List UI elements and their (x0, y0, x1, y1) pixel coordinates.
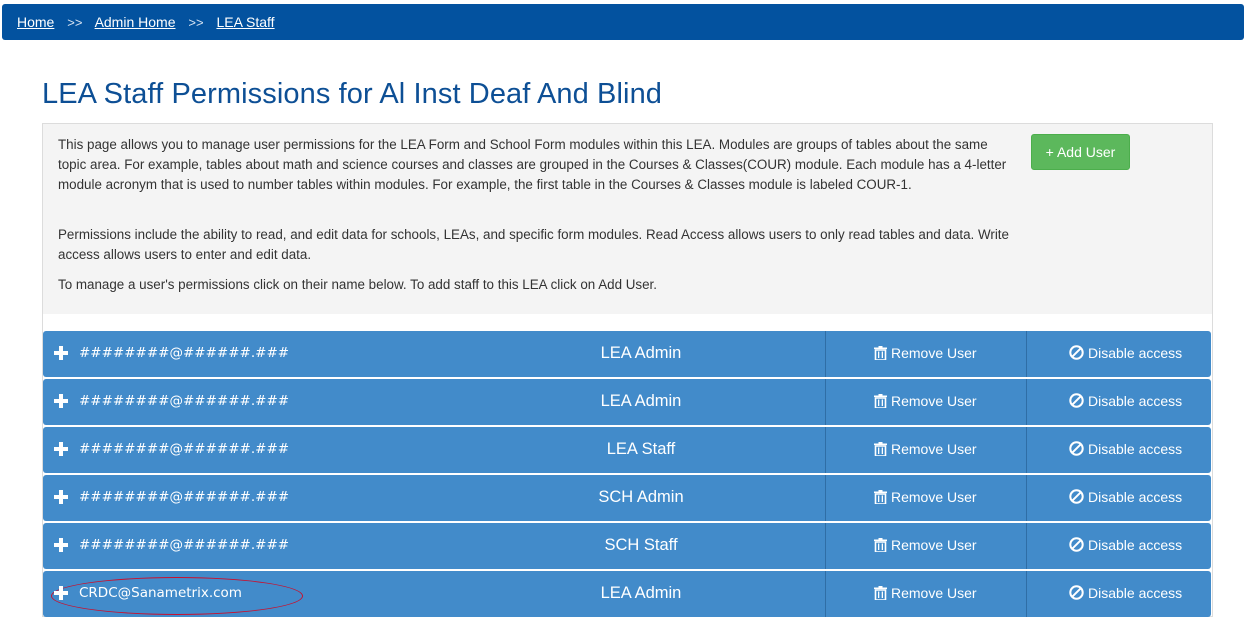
user-email[interactable]: ########@######.### (79, 393, 290, 409)
user-role: SCH Admin (598, 488, 684, 506)
remove-user-cell (825, 475, 1025, 521)
trash-icon (874, 538, 887, 552)
remove-user-label: Remove User (891, 489, 977, 505)
remove-user-cell (825, 571, 1025, 617)
disable-access-cell (1026, 379, 1212, 425)
breadcrumb-admin-home-link[interactable]: Admin Home (94, 14, 176, 30)
user-email[interactable]: ########@######.### (79, 489, 290, 505)
remove-user-button[interactable] (874, 345, 977, 361)
intro-paragraph-permissions: Permissions include the ability to read, and edit data for schools, LEAs, and specific form modules. Read Access allows users to only read tables and data. Write access allows users to enter and edit data. (58, 227, 1009, 262)
user-email[interactable]: ########@######.### (79, 345, 290, 361)
remove-user-cell (825, 379, 1025, 425)
info-section (43, 124, 1212, 314)
remove-user-label: Remove User (891, 585, 977, 601)
remove-user-button[interactable] (874, 537, 977, 553)
page-title: LEA Staff Permissions for Al Inst Deaf And Blind (42, 78, 663, 110)
user-row[interactable] (43, 331, 1211, 377)
disable-access-cell (1026, 523, 1212, 569)
expand-plus-icon[interactable] (54, 394, 68, 408)
ban-icon (1069, 489, 1084, 504)
user-role: SCH Staff (604, 536, 678, 554)
user-email[interactable]: ########@######.### (79, 441, 290, 457)
disable-access-button[interactable] (1069, 345, 1182, 361)
remove-user-cell (825, 427, 1025, 473)
user-role: LEA Staff (606, 440, 676, 458)
expand-plus-icon[interactable] (54, 490, 68, 504)
add-user-button[interactable]: + Add User (1031, 134, 1130, 170)
breadcrumb-separator: >> (188, 15, 204, 30)
disable-access-label: Disable access (1088, 585, 1183, 601)
disable-access-label: Disable access (1088, 345, 1183, 361)
remove-user-label: Remove User (891, 537, 977, 553)
ban-icon (1069, 441, 1084, 456)
disable-access-button[interactable] (1069, 441, 1182, 457)
remove-user-label: Remove User (891, 393, 977, 409)
breadcrumb-separator: >> (67, 15, 83, 30)
remove-user-button[interactable] (874, 393, 977, 409)
expand-plus-icon[interactable] (54, 346, 68, 360)
remove-user-label: Remove User (891, 441, 977, 457)
trash-icon (874, 442, 887, 456)
remove-user-cell (825, 331, 1025, 377)
trash-icon (874, 394, 887, 408)
breadcrumb-home-link[interactable]: Home (17, 14, 55, 30)
disable-access-cell (1026, 427, 1212, 473)
user-row[interactable] (43, 523, 1211, 569)
remove-user-button[interactable] (874, 441, 977, 457)
disable-access-button[interactable] (1069, 489, 1182, 505)
breadcrumb (17, 14, 275, 30)
breadcrumb-bar (2, 4, 1244, 40)
permissions-panel (42, 123, 1213, 617)
user-role: LEA Admin (600, 392, 682, 410)
expand-plus-icon[interactable] (54, 442, 68, 456)
trash-icon (874, 490, 887, 504)
breadcrumb-lea-staff-link[interactable]: LEA Staff (216, 14, 275, 30)
user-row[interactable] (43, 427, 1211, 473)
user-email[interactable]: CRDC@Sanametrix.com (79, 585, 242, 601)
disable-access-cell (1026, 475, 1212, 521)
expand-plus-icon[interactable] (54, 586, 68, 600)
disable-access-cell (1026, 331, 1212, 377)
intro-paragraph-modules: This page allows you to manage user permissions for the LEA Form and School Form modules within this LEA. Modules are groups of tables about the same topic area. For example, tables about math and science courses and classes are grouped in the Courses & Classes(COUR) module. Each module has a 4-letter module acronym that is used to number tables within modules. For example, the first table in the Courses & Classes module is labeled COUR-1. (58, 137, 1007, 192)
trash-icon (874, 586, 887, 600)
remove-user-button[interactable] (874, 489, 977, 505)
disable-access-button[interactable] (1069, 393, 1182, 409)
user-role: LEA Admin (600, 344, 682, 362)
ban-icon (1069, 345, 1084, 360)
user-row[interactable] (43, 475, 1211, 521)
ban-icon (1069, 537, 1084, 552)
user-list (43, 331, 1211, 619)
ban-icon (1069, 393, 1084, 408)
remove-user-label: Remove User (891, 345, 977, 361)
disable-access-label: Disable access (1088, 537, 1183, 553)
trash-icon (874, 346, 887, 360)
remove-user-button[interactable] (874, 585, 977, 601)
user-row[interactable] (43, 571, 1211, 617)
disable-access-button[interactable] (1069, 585, 1182, 601)
remove-user-cell (825, 523, 1025, 569)
intro-paragraph-instructions: To manage a user's permissions click on their name below. To add staff to this LEA click on Add User. (58, 277, 657, 292)
disable-access-cell (1026, 571, 1212, 617)
disable-access-label: Disable access (1088, 441, 1183, 457)
user-role: LEA Admin (600, 584, 682, 602)
user-row[interactable] (43, 379, 1211, 425)
ban-icon (1069, 585, 1084, 600)
expand-plus-icon[interactable] (54, 538, 68, 552)
disable-access-label: Disable access (1088, 489, 1183, 505)
user-email[interactable]: ########@######.### (79, 537, 290, 553)
disable-access-button[interactable] (1069, 537, 1182, 553)
disable-access-label: Disable access (1088, 393, 1183, 409)
